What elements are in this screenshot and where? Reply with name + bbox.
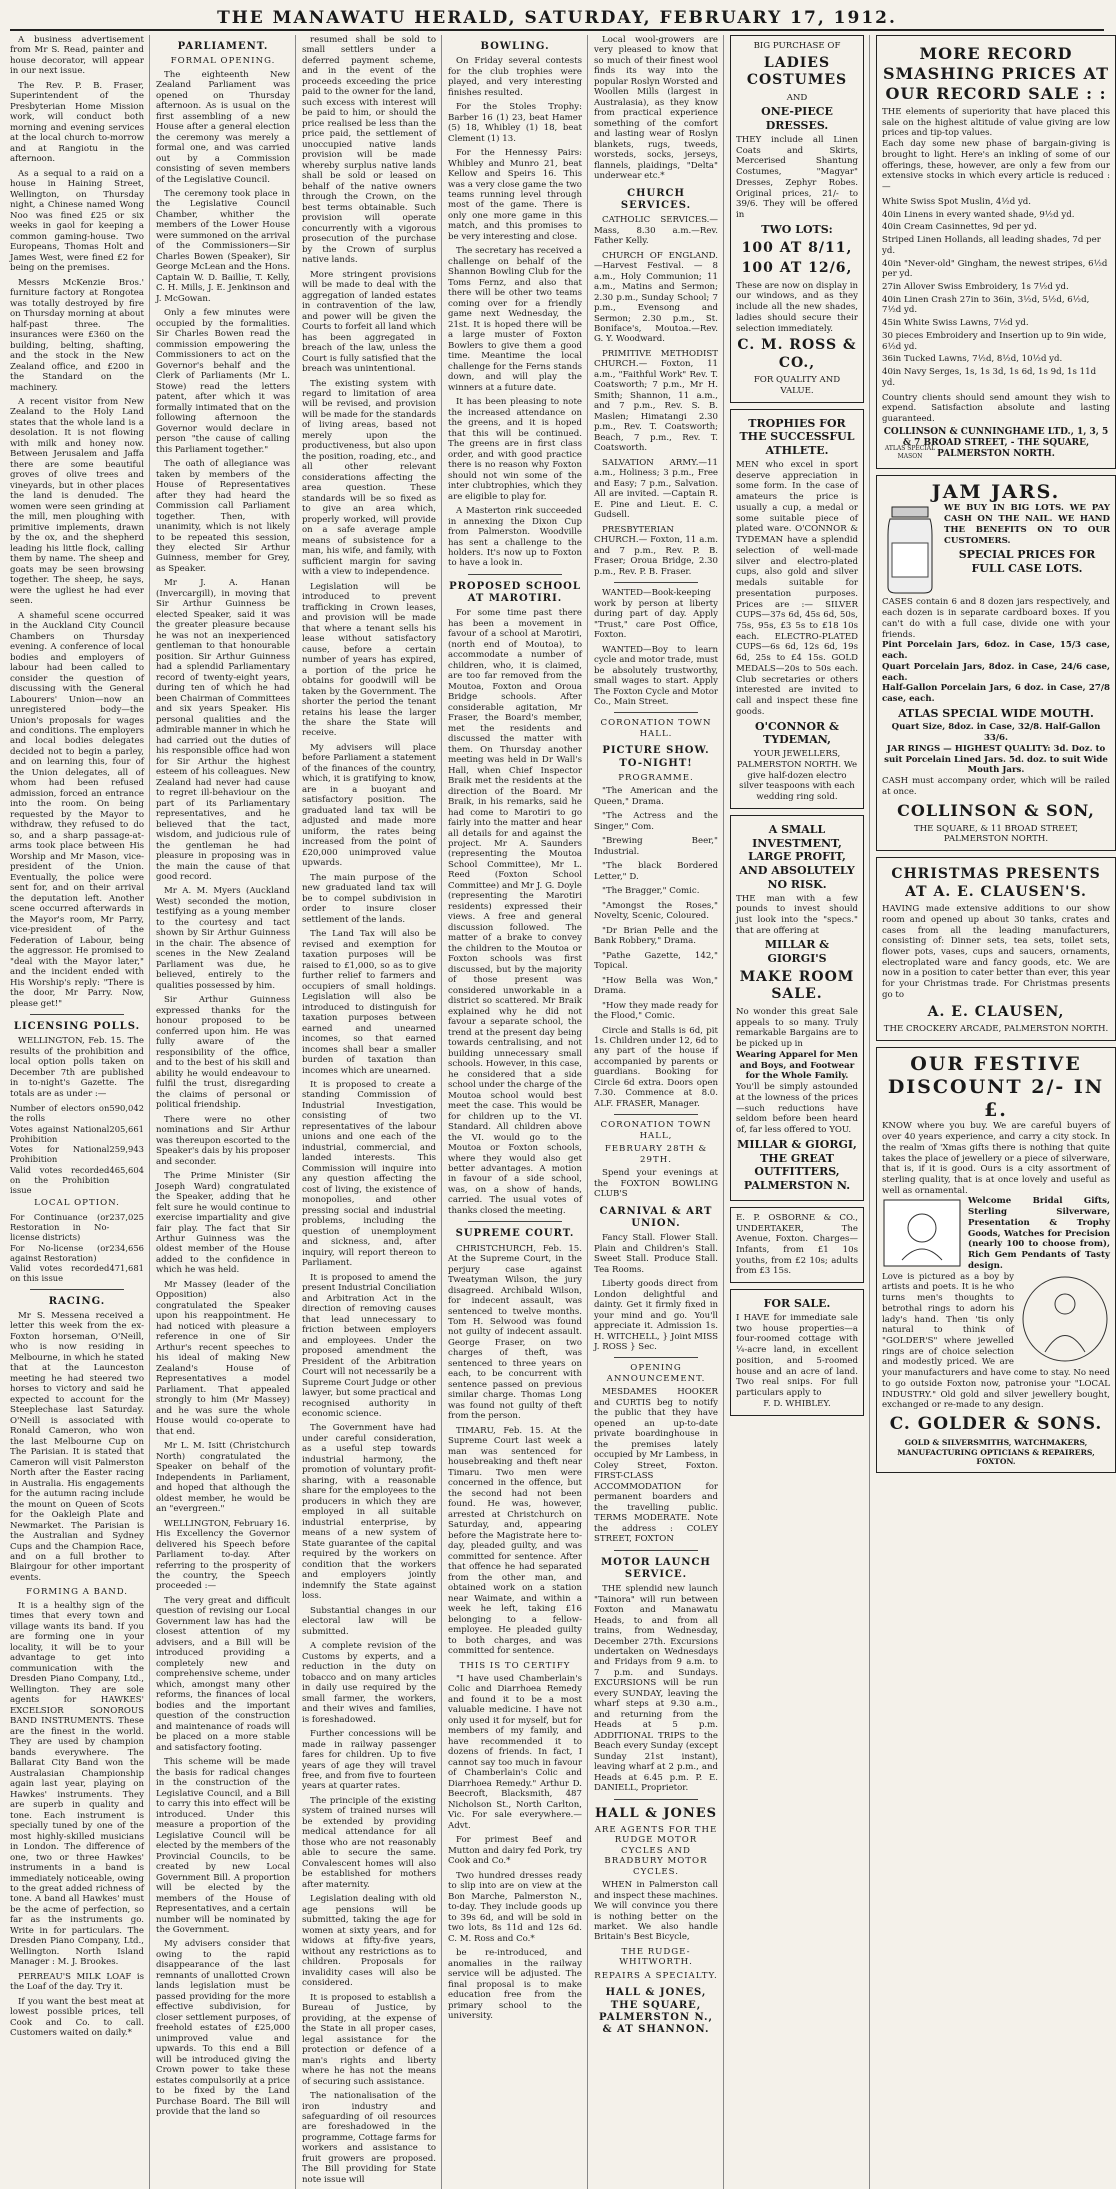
paragraph: It is proposed to establish a Bureau of Justice, by providing, at the expense of the State in all proper cases, legal assistance for the protection or defence of a man's rights and liberty where he has not the means of securing such assistance. <box>302 1992 436 2087</box>
list-item: Striped Linen Hollands, all leading shades, 7d per yd. <box>882 235 1101 256</box>
paragraph: Liberty goods direct from London delightful and dainty. Get it firmly fixed in your mind and go. You'll appreciate it. Admission 1s. H. WITCHELL, } Joint MISS J. ROSS } Sec. <box>594 1279 718 1352</box>
list-item: White Swiss Spot Muslin, 4½d yd. <box>882 196 1032 207</box>
list-item: 40in Linens in every wanted shade, 9½d yd. <box>882 209 1075 220</box>
paragraph: Mr J. A. Hanan (Invercargill), in moving that Sir Arthur Guinness be elected Speaker, said it was the greater pleasure because he was not an inexperienced gentleman to that honourable position. Sir Arthur Guinness had a splendid Parliamentary record of twenty-eight years, during ten of which he had been Chairman of Committees and six years Speaker. His personal qualities and the admirable manner in which he had carried out the duties of his responsible office had won for Sir Arthur the highest esteem of his colleagues. New Zealand had never had cause to regret ill-behaviour on the part of its Parliamentary representatives, and he believed that the tact, wisdom, and judicious rule of the gentleman he had pleasure in proposing was in the main the cause of that good record. <box>156 578 290 882</box>
ross-advertisement <box>730 35 864 403</box>
for-sale-advertisement <box>730 1289 864 1415</box>
ad-line: TWO LOTS: <box>761 222 833 236</box>
table-cell: 465,604 <box>109 1164 144 1175</box>
paragraph: It has been pleasing to note the increased attendance on the greens, and it is hoped that this will be continued. The greens are in first class order, and with good practice there is no reason why Foxton should not win some of the inter clubtrophies, which they are eligible to play for. <box>448 397 582 502</box>
section-heading: HALL & JONES, THE SQUARE, PALMERSTON N., & AT SHANNON. <box>598 1987 714 2035</box>
sub-heading: THIS IS TO CERTIFY <box>459 1660 571 1671</box>
results-table <box>10 1212 144 1284</box>
list-item: 30 pieces Embroidery and Insertion up to 9in wide, 6½d yd. <box>882 330 1107 352</box>
paragraph: For primest Beef and Mutton and dairy fed Pork, try Cook and Co.* <box>448 1835 582 1867</box>
divider <box>614 1114 698 1115</box>
ad-line: Wearing Apparel for Men and Boys, and Footwear for the Whole Family. <box>736 1049 858 1082</box>
paragraph: The oath of allegiance was taken by members of the House of Representatives after they had heard the Commission call Parliament together. Then, with unanimity, which is not likely to be repeated this session, they elected Sir Arthur Guinness, member for Grey, as Speaker. <box>156 459 290 574</box>
list-item: "Brewing Beer," Industrial. <box>594 836 718 857</box>
list-item: 40in Cream Casinnettes, 9d per yd. <box>882 222 1037 233</box>
table-row <box>10 1243 144 1264</box>
list-item: 27in Allover Swiss Embroidery, 1s 7½d yd. <box>882 282 1069 293</box>
classified-ad: WANTED—Boy to learn cycle and motor trade, must be absolutely trustworthy, small wages to start. Apply The Foxton Cycle and Motor Co., Main Street. <box>594 644 718 707</box>
sub-heading: CORONATION TOWN HALL. <box>600 718 712 739</box>
ad-signature: C. GOLDER & SONS. <box>889 1414 1103 1435</box>
paragraph: For some time past there has been a movement in favour of a school at Marotiri, (north end of Moutoa), to accommodate a number of children, who, it is claimed, are too far removed from the Moutoa, Foxton and Oroua Bridge schools. After considerable agitation, Mr Fraser, the Board's member, met the residents and discussed the matter with them. On Thursday another meeting was held in Dr Wall's Hall, when Chief Inspector Braik met the residents at the direction of the Board. Mr Braik, in his remarks, said he had come to Marotiri to go fairly into the matter and hear all details for and against the project. Mr A. Saunders (representing the Moutoa School Committee), Mr L. Reed (Foxton School Committee) and Mr J. G. Doyle (representing the Marotiri residents) expressed their views. A free and general discussion followed. The matter of a brake to convey the children to the Moutoa or Foxton schools was first discussed, but by the majority of those present was considered unworkable in a district so scattered. Mr Braik explained why he did not favour a separate school, the trend at the present day being towards centralising, and not building unnecessary small schools. However, in this case, he considered that a side school under the charge of the Moutoa school would best meet the case. This would be for children up to the VI. Standard. All children above the VI. would go to the Moutoa or Foxton schools, where they would also get better advantages. A motion in favour of a side school, was, on a show of hands, carried. The usual votes of thanks closed the meeting. <box>448 608 582 1216</box>
ad-line: BIG PURCHASE OF <box>753 41 841 51</box>
table-cell: 471,681 <box>109 1263 144 1274</box>
ad-subtitle: SPECIAL PRICES FOR FULL CASE LOTS. <box>958 548 1096 576</box>
paragraph: A complete revision of the Customs by experts, and a reduction in the duty on tobacco and on many articles in daily use required by the small farmer, the workers, and their wives and families, is foreshadowed. <box>302 1641 436 1725</box>
sub-heading: FORMING A BAND. <box>25 1587 129 1598</box>
sub-heading: FEBRUARY 28TH & 29TH. <box>604 1144 708 1165</box>
sub-heading: REPAIRS A SPECIALTY. <box>594 1970 718 1981</box>
table-cell: Votes for National Prohibition <box>10 1144 110 1165</box>
paragraph: SALVATION ARMY.—11 a.m., Holiness; 3 p.m., Free and Easy; 7 p.m., Salvation. All are invited. —Captain R. E. Pine and Lieut. E. C. Gudsell. <box>594 457 718 521</box>
list-item: "The American and the Queen," Drama. <box>594 786 718 807</box>
section-heading: BOWLING. <box>480 41 550 52</box>
paragraph: The Rev. P. B. Fraser, Superintendent of the Presbyterian Home Mission work, will conduct both morning and evening services at the local church to-morrow and at Rangiotu in the afternoon. <box>10 80 144 165</box>
sub-heading: FORMAL OPENING. <box>170 56 276 67</box>
ad-price: 100 AT 8/11, <box>741 239 853 256</box>
ad-line: FOR QUALITY AND VALUE. <box>753 375 841 396</box>
paragraph: Only a few minutes were occupied by the formalities. Sir Charles Bowen read the commission empowering the Commissioners to act on the Governor's behalf and the Clerk of Parliaments (Mr L. Stowe) read the letters patent, after which it was formally intimated that on the following afternoon the Governor would declare in person "the cause of calling this Parliament together." <box>156 308 290 455</box>
paragraph: Legislation will be introduced to prevent trafficking in Crown leases, and provision will be made that where a tenant sells his lease without satisfactory cause, before a certain number of years has expired, a portion of the price he obtains for goodwill will be taken by the Government. The shorter the period the tenant retains his lease the larger the share the State will receive. <box>302 581 436 739</box>
ad-signature: COLLINSON & CUNNINGHAME LTD., 1, 3, 5 & 7 BROAD STREET, - THE SQUARE, PALMERSTON NORTH. <box>883 426 1109 460</box>
paragraph: Mr A. M. Myers (Auckland West) seconded the motion, testifying as a young member to the courtesy and tact shown by Sir Arthur Guinness in the chair. The absence of scenes in the New Zealand Parliament was due, he believed, entirely to the qualities possessed by him. <box>156 886 290 991</box>
ad-title: MORE RECORD SMASHING PRICES AT OUR RECORD SALE : : <box>882 44 1109 103</box>
paragraph: THE splendid new launch "Tainora" will run between Foxton and Manawatu Heads, to and from all trains, from Wednesday, December 27th. Excursions undertaken on Wednesdays and Fridays from 9 a.m. to 7 p.m. and Sundays. EXCURSIONS will be run every SUNDAY, leaving the wharf steps at 9.30 a.m., and returning from the Heads at 5 p.m. ADDITIONAL TRIPS to the Beach every Sunday (except Sunday 21st instant), leaving wharf at 2 p.m., and Heads at 6.45 p.m. P. E. DANIELL, Proprietor. <box>594 1584 718 1794</box>
list-item: "The Bragger," Comic. <box>602 886 700 897</box>
paragraph: The principle of the existing system of trained nurses will be extended by providing medical attendance for all those who are not reasonably able to secure the same. Convalescent homes will also be established for mothers after maternity. <box>302 1795 436 1890</box>
ad-line: YOUR JEWELLERS, PALMERSTON NORTH. We give half-dozen electro silver teaspoons with each wedding ring sold. <box>736 749 858 803</box>
section-heading: PROPOSED SCHOOL AT MAROTIRI. <box>449 580 581 605</box>
jam-jars-advertisement <box>876 445 1116 852</box>
table-row <box>10 1124 144 1145</box>
table-row <box>10 1212 144 1243</box>
paragraph: The main purpose of the new graduated land tax will be to compel subdivision in order to insure closer settlement of the lands. <box>302 872 436 925</box>
paragraph: WELLINGTON, Feb. 15. The results of the prohibition and local option polls taken on December 7th are published in to-night's Gazette. The totals are as under :— <box>10 1036 144 1099</box>
list-item: "The Actress and the Singer," Com. <box>594 811 718 832</box>
sub-heading: ARE AGENTS FOR THE RUDGE MOTOR CYCLES AND BRADBURY MOTOR CYCLES. <box>594 1824 718 1877</box>
table-cell: 590,042 <box>109 1103 144 1114</box>
price-list <box>882 197 1110 389</box>
millar-giorgi-advertisement <box>730 815 864 1201</box>
paragraph: resumed shall be sold to small settlers under a deferred payment scheme, and in the event of the proceeds exceeding the price paid to the owner for the land, such excess with interest will be paid to him, or should the price realised be less than the price paid, the settlement of unoccupied native lands provision will be made whereby surplus native lands shall be sold or leased on behalf of the native owners through the Crown, on the best terms obtainable. Such provision will operate concurrently with a vigorous prosecution of the purchase by the Crown of surplus native lands. <box>302 35 436 266</box>
paragraph: Mr Massey (leader of the Opposition) also congratulated the Speaker upon his reappointment. He had noticed with pleasure a reference in one of Sir Arthur's recent speeches to his ideal of making New Zealand's House of Representatives a model Parliament. That appealed strongly to him (Mr Massey) and he was sure the whole House would co-operate to that end. <box>156 1279 290 1437</box>
table-cell: 234,656 <box>109 1242 144 1253</box>
table-cell: Valid votes recorded on this issue <box>10 1263 110 1284</box>
ad-body: THEY include all Linen Coats and Skirts, Mercerised Shantung Costumes, "Magyar" Dresses, Zephyr Robes. Original prices, 21/- to 39/6. They will be offered in <box>736 134 858 221</box>
paragraph: My advisers consider that owing to the rapid disappearance of the last remnants of unallotted Crown lands legislation must be passed providing for the more effective subdivision, for closer settlement purposes, of freehold estates of £25,000 unimproved value and upwards. To this end a Bill will be introduced giving the Crown power to take these estates compulsorily at a price to be fixed by the Land Purchase Board. The Bill will provide that the land so <box>156 1939 290 2118</box>
paragraph: As a sequal to a raid on a house in Haining Street, Wellington, on Thursday night, a Chinese named Wong Noo was fined £25 or six weeks in gaol for keeping a common gaming-house. Two Europeans, Thomas Holt and James West, were fined £2 for being on the premises. <box>10 168 144 274</box>
ad-body: Each day some new phase of bargain-giving is brought to light. Here's an inkling of some of our offerings, these, however, are only a few from our extensive stocks in which every article is reduced :— <box>882 139 1110 193</box>
ad-signature: MILLAR & GIORGI, THE GREAT OUTFITTERS, PALMERSTON N. <box>737 1137 857 1193</box>
ad-body: Welcome Bridal Gifts, Sterling Silverware, Presentation & Trophy Goods, Watches for Precision (nearly 100 to choose from), Rich Gem Pendants of Tasty design. <box>968 1196 1110 1271</box>
divider <box>614 712 698 713</box>
table-row <box>10 1165 144 1196</box>
ad-title: LADIES COSTUMES <box>746 54 848 89</box>
table-row <box>10 1144 144 1165</box>
lady-illustration-icon <box>1020 1274 1110 1364</box>
table-cell: For No-license (or against Restoration) <box>10 1242 110 1263</box>
ad-line: AND <box>786 92 808 103</box>
table-cell: Number of electors on the rolls <box>10 1103 110 1124</box>
paragraph: My advisers will place before Parliament a statement of the finances of the country, which, it is gratifying to know, are in a buoyant and satisfactory position. The graduated land tax will be adjusted and made more uniform, the rates being increased from the point of £20,000 unimproved value upwards. <box>302 742 436 869</box>
divider <box>614 582 698 583</box>
paragraph: CHURCH OF ENGLAND.—Harvest Festival. — 8 a.m., Holy Communion; 11 a.m., Matins and Sermon; 2.30 p.m., Sunday School; 7 p.m., Evensong and Sermon; 2.30 p.m., St. Boniface's, Moutoa.—Rev. G. Y. Woodward. <box>594 250 718 345</box>
ad-price: JAR RINGS — HIGHEST QUALITY: 3d. Doz. to suit Porcelain Lined Jars. 5d. doz. to suit Wide Mouth Jars. <box>884 743 1108 776</box>
section-heading: MOTOR LAUNCH SERVICE. <box>601 1556 711 1580</box>
table-cell: 259,943 <box>109 1144 144 1155</box>
column-2 <box>156 35 296 2189</box>
clausen-advertisement <box>876 857 1116 1041</box>
ad-signature: A. E. CLAUSEN, <box>927 1003 1065 1020</box>
ad-subtitle: ONE-PIECE DRESSES. <box>761 105 833 133</box>
divider <box>614 1357 698 1358</box>
results-table <box>10 1103 144 1195</box>
paragraph: For the Stoles Trophy: Barber 16 (1) 23, beat Hamer (5) 18, Whibley (1) 18, beat Clement (1) 13. <box>448 102 582 144</box>
ad-signature: C. M. ROSS & CO., <box>737 337 857 371</box>
paragraph: For the Hennessy Pairs: Whibley and Munro 21, beat Kellow and Speirs 16. This was a very close game the two teams running level through most of the game. There is only one more game in this match, and this promises to be very interesting and close. <box>448 148 582 242</box>
column-4 <box>448 35 588 2189</box>
table-cell: 237,025 <box>109 1211 144 1222</box>
paragraph: WHEN in Palmerston call and inspect these machines. We will convince you there is nothing better on the market. We also handle Britain's Best Bicycle, <box>594 1880 718 1943</box>
sub-heading: THE RUDGE-WHITWORTH. <box>619 1946 693 1968</box>
paragraph: The Prime Minister (Sir Joseph Ward) congratulated the Speaker, adding that he felt sure he would continue to exercise impartiality and give fair play. The fact that Sir Arthur Guinness was the oldest member of the House added to the confidence in which he was held. <box>156 1171 290 1276</box>
ad-title: OUR FESTIVE DISCOUNT 2/- IN £. <box>887 1052 1105 1121</box>
list-item: "How they made ready for the Flood," Comic. <box>594 1000 718 1022</box>
column-6 <box>730 35 870 2189</box>
paragraph: The eighteenth New Zealand Parliament was opened on Thursday afternoon. As is usual on the first assembling of a new House after a general election the ceremony was merely a formal one, and was carried out by a Commission consisting of seven members of the Legislative Council. <box>156 69 290 185</box>
ad-title: JAM JARS. <box>931 480 1061 503</box>
ad-body: CASH must accompany order, which will be railed at once. <box>882 776 1110 797</box>
ad-price: 100 AT 12/6, <box>741 260 853 277</box>
ad-price: Quart Size, 8doz. in Case, 32/8. Half-Gallon 33/6. <box>891 722 1101 744</box>
ad-signature: O'CONNOR & TYDEMAN, <box>755 719 839 747</box>
column-7 <box>876 35 1116 2189</box>
paragraph: The nationalisation of the iron industry and safeguarding of oil resources are foreshadowed in the programme, Cottage farms for workers and assistance to fruit growers are proposed. The Bill providing for State note issue will <box>302 2091 436 2185</box>
paragraph: PERREAU'S MILK LOAF is the Loaf of the day. Try it. <box>10 1971 144 1993</box>
paragraph: More stringent provisions will be made to deal with the aggregation of landed estates in contravention of the law, and power will be given the Courts to forfeit all land which has been aggregated in breach of the law, unless the Court is fully satisfied that the breach was unintentional. <box>302 269 436 375</box>
trophy-advertisement <box>730 409 864 809</box>
paragraph: On Friday several contests for the club trophies were played, and very interesting finishes resulted. <box>448 56 582 98</box>
paragraph: The ceremony took place in the Legislative Council Chamber, whither the members of the Lower House were summoned on the arrival of the Commissioners—Sir Charles Bowen (Speaker), Sir George McLean and the Hons. Captain W. D. Baillie, T. Kelly, C. H. Mills, J. E. Jenkinson and J. McGowan. <box>156 189 290 304</box>
ad-title: TROPHIES FOR THE SUCCESSFUL ATHLETE. <box>739 416 855 458</box>
ad-signature: F. D. WHIBLEY. <box>763 1398 831 1409</box>
list-item: "Pathe Gazette, 142," Topical. <box>594 950 718 972</box>
table-cell: 205,661 <box>109 1123 144 1134</box>
divider <box>468 574 562 575</box>
list-item: 45in White Swiss Lawns, 7½d yd. <box>882 318 1029 329</box>
paragraph: CHRISTCHURCH, Feb. 15. At the Supreme Court, in the perjury case against Tweatyman Wilson, the jury disagreed. Archibald Wilson, for indecent assault, was sentenced to twelve months. Tom H. Selwood was found not guilty of indecent assault. George Fraser, on two charges of theft, was sentenced to three years on each, to be concurrent with sentence passed on previous similar charge. Thomas Long was found not guilty of theft from the person. <box>448 1243 582 1422</box>
paragraph: Mr S. Messena received a letter this week from the ex-Foxton horseman, O'Neill, who is now residing in Melbourne, in which he stated that at the Launceston meeting he had steered two horses to victory and said he expected to account for the Steeplechase last Saturday. O'Neill is associated with Ronald Cameron, who won the last Melbourne Cup on The Parisian. It is stated that Cameron will visit Palmerston North after the Easter racing in Australia. His engagements for the autumn racing include the mount on Queen of Scots for the Oakleigh Plate and Newmarket. The Parisian is the Australian and Sydney Cups and the Champion Race, and on a full brother to Blairgour for other important events. <box>10 1310 144 1583</box>
ad-signature: COLLINSON & SON, <box>897 800 1095 820</box>
table-cell: Votes against National Prohibition <box>10 1123 110 1144</box>
sub-heading: OPENING ANNOUNCEMENT. <box>606 1363 706 1384</box>
paragraph: The Government have had under careful consideration, as a useful step towards industrial harmony, the promotion of voluntary profit-sharing, with a reasonable share for the employees to the producers in which they are employed in all suitable industrial enterprise, by means of a new system of State guarantee of the capital required by the workers on condition that the workers and employers jointly indemnify the State against loss. <box>302 1423 436 1602</box>
ad-body: WE BUY IN BIG LOTS. WE PAY CASH ON THE NAIL. WE HAND THE BENEFITS ON TO OUR CUSTOMERS. <box>944 503 1110 546</box>
paragraph: Circle and Stalls is 6d, pit 1s. Children under 12, 6d to any part of the house if accompanied by parents or guardians. Booking for Circle 6d extra. Doors open 7.30. Commence at 8.0. ALF. FRASER, Manager. <box>594 1025 718 1109</box>
section-heading: RACING. <box>48 1295 106 1307</box>
paragraph: The secretary has received a challenge on behalf of the Shannon Bowling Club for the Toms Fernz, and also that there will be other two teams coming over for a friendly game next Wednesday, the 21st. It is hoped there will be a large muster of Foxton Bowlers to give them a good time. Meantime the local challenge for the Ferns stands down, and will play the winners at a future date. <box>448 246 582 393</box>
divider <box>614 1799 698 1800</box>
ad-subtitle: ATLAS SPECIAL WIDE MOUTH. <box>898 706 1094 720</box>
jar-icon <box>882 505 938 595</box>
ad-price: Quart Porcelain Jars, 8doz. in Case, 24/6 case, each. <box>882 661 1110 683</box>
paragraph: Substantial changes in our electoral law will be submitted. <box>302 1605 436 1637</box>
paragraph: A shameful scene occurred in the Auckland City Council Chambers on Thursday evening. A conference of local bodies and employers of labour had been called to consider the question of discussing with the General Labourers' Union—now an unregistered body—the Union's proposals for wages and conditions. The employers and local bodies delegates decided not to begin a parley, and on learning this, four of the Union delegates, all of whom had been refused admission, forced an entrance into the room. On being requested by the Mayor to withdraw, they refused to do so, and a sharp passage-at-arms took place between His Worship and Mr Mason, vice-president of the Union. Eventually, the police were sent for, and on their arrival the deputation left. Another scene occurred afterwards in the Mayor's room, Mr Parry, vice-president of the Federation of Labour, being the aggressor. He promised to "deal with the Mayor later," and the incident ended with His Worship's reply: "There is the door, Mr Parry. Now, please get!" <box>10 610 144 1009</box>
ad-title: CHRISTMAS PRESENTS AT A. E. CLAUSEN'S. <box>891 866 1101 900</box>
column-3 <box>302 35 442 2189</box>
paragraph: Legislation dealing with old age pensions will be submitted, taking the age for women at sixty years, and for widows at fifty-five years, without any restrictions as to children. Proposals for invalidity cases will also be considered. <box>302 1894 436 1989</box>
section-heading: HALL & JONES <box>594 1805 718 1821</box>
list-item: 40in Navy Serges, 1s, 1s 3d, 1s 6d, 1s 9d, 1s 11d yd. <box>882 367 1097 388</box>
paragraph: A business advertisement from Mr S. Read, painter and house decorator, will appear in our next issue. <box>10 35 144 77</box>
golder-advertisement <box>876 1047 1116 1473</box>
paragraph: MESDAMES HOOKER and CURTIS beg to notify the public that they have opened an up-to-date private boardinghouse in the premises lately occupied by Mr Lambess, in Coley Street, Foxton. FIRST-CLASS ACCOMMODATION for permanent boarders and the travelling public. TERMS MODERATE. Note the address : COLEY STREET, FOXTON <box>594 1387 718 1545</box>
table-row <box>10 1103 144 1124</box>
paragraph: The very great and difficult question of revising our Local Government law has had the closest attention of my advisers, and a Bill will be introduced providing a completely new and comprehensive scheme, under which, amongst many other reforms, the finances of local bodies and the important question of the construction and maintenance of roads will be placed on a more stable and satisfactory footing. <box>156 1595 290 1753</box>
ad-price: Half-Gallon Porcelain Jars, 6 doz. in Case, 27/8 case, each. <box>882 683 1110 704</box>
list-item: "How Bella was Won," Drama. <box>594 975 718 997</box>
ad-body: Country clients should send amount they wish to expend. Satisfaction absolute and lasting guaranteed. <box>882 392 1110 425</box>
jar-label: ATLAS SPECIAL MASON <box>884 445 936 460</box>
paragraph: It is a healthy sign of the times that every town and village wants its band. If you are forming one in your locality, it will be to your advantage to get into communication with the Dresden Piano Company, Ltd., Wellington. They are sole agents for HAWKES' EXCELSIOR SONOROUS BAND INSTRUMENTS. These are the finest in the world. They are used by champion bands everywhere. The Ballarat City Band won the Australasian Championship again last year, playing on Hawkes' instruments. They are superb in quality and tone. Each instrument is specially tuned by one of the most highly-skilled musicians in London. The difference of one, two or three Hawkes' instruments in a band is immediately noticeable, owing to the great added richness of tone. A band all Hawkes' must be the acme of perfection, so far as the instruments go. Write in for particulars. The Dresden Piano Company, Ltd., Wellington. North Island Manager : M. J. Brookes. <box>10 1600 144 1968</box>
paragraph: CATHOLIC SERVICES.—Mass, 8.30 a.m.—Rev. Father Kelly. <box>594 215 718 247</box>
paragraph: Spend your evenings at the FOXTON BOWLING CLUB'S <box>594 1168 718 1200</box>
section-heading: SUPREME COURT. <box>455 1228 575 1240</box>
paragraph: PRESBYTERIAN CHURCH.— Foxton, 11 a.m. and 7 p.m., Rev. P. B. Fraser; Oroua Bridge, 2.30 p.m., Rev. P. B. Fraser. <box>594 524 718 577</box>
ad-body: KNOW where you buy. We are careful buyers of over 40 years experience, and carry a city stock. In the realm of 'Xmas gifts there is nothing that quite takes the place of jewellery or a piece of silverware, that is, if it is good. Ours is a city assortment of sterling quality, that is at once lovely and useful as well as ornamental. <box>882 1121 1110 1196</box>
ad-title: MAKE ROOM SALE. <box>739 968 855 1003</box>
paragraph: It is proposed to create a standing Commission of Industrial Investigation, consisting of two representatives of the labour unions and one each of the industrial, commercial, and landed interests. This Commission will inquire into any question affecting the cost of living, the existence of monopolies, and other pressing social and industrial problems, including the question of unemployment and sickness, and, after inquiry, will report thereon to Parliament. <box>302 1079 436 1269</box>
paragraph: The existing system with regard to limitation of area will be revised, and provision will be made for the standards of living areas, based not merely upon the productiveness, but also upon the position, roading, etc., and all other relevant considerations affecting the area question. These standards will be so fixed as to give an area which, properly worked, will provide on a safe average ample means of subsistence for a man, his wife, and family, with sufficient margin for saving with a view to independence. <box>302 378 436 578</box>
ad-title: A SMALL INVESTMENT, LARGE PROFIT, AND ABSOLUTELY NO RISK. <box>739 822 855 891</box>
paragraph: "I have used Chamberlain's Colic and Diarrhoea Remedy and found it to be a most valuable medicine. I have not only used it for myself, but for members of my family, and have recommended it to dozens of friends. In fact, I cannot say too much in favour of Chamberlain's Colic and Diarrhoea Remedy." Arthur D. Beecroft, Blacksmith, 487 Nicholson St., North Carlton, Vic. For sale everywhere.—Advt. <box>448 1673 582 1831</box>
list-item: 36in Tucked Lawns, 7½d, 8½d, 10½d yd. <box>882 354 1063 365</box>
paragraph: be re-introduced, and anomalies in the railway service will be adjusted. The final proposal is to make education free from the primary school to the university. <box>448 1948 582 2021</box>
section-heading: PARLIAMENT. <box>177 41 269 52</box>
ad-line: GOLD & SILVERSMITHS, WATCHMAKERS, MANUFACTURING OPTICIANS & REPAIRERS, FOXTON. <box>897 1438 1095 1467</box>
paragraph: PRIMITIVE METHODIST CHURCH.— Foxton, 11 a.m., "Faithful Work" Rev. T. Coatsworth; 7 p.m., Mr H. Smith; Shannon, 11 a.m., and 7 p.m., Rev. S. B. Maslen; Himatangi 2.30 p.m., Rev. T. Coatsworth; Beach, 7 p.m., Rev. T. Coatsworth. <box>594 348 718 454</box>
record-sale-advertisement <box>876 35 1116 469</box>
ad-body: I HAVE for immediate sale two house properties—a four-roomed cottage with ¼-acre land, in excellent position, and 5-roomed house and an acre of land. Two real snips. For full particulars apply to <box>736 1312 858 1399</box>
ad-body: You'll be simply astounded at the lowness of the prices—such reductions have seldom before been heard of, far less offered to YOU. <box>736 1082 858 1136</box>
ad-body: THE elements of superiority that have placed this sale on the highest altitude of value giving are low prices and tip-top values. <box>882 107 1110 139</box>
classified-ad: WANTED—Book-keeping work by person at liberty during part of day. Apply "Trust," care Post Office, Foxton. <box>594 588 718 641</box>
paragraph: Local wool-growers are very pleased to know that so much of their finest wool finds its way into the popular Roslyn Worsted and Woollen Mills (largest in Australasia), as they know from practical experience something of the comfort and lasting wear of Roslyn blankets, rugs, tweeds, worsteds, socks, jerseys, flannels, plaidings, "Delta" underwear etc.* <box>594 35 718 182</box>
divider <box>614 1550 698 1551</box>
paragraph: It is proposed to amend the present Industrial Conciliation and Arbitration Act in the direction of removing causes that lead unnecessary to friction between employers and employees. Under the proposed amendment the President of the Arbitration Court will not necessarily be a Supreme Court Judge or other lawyer, but some practical and recognised authority in economic science. <box>302 1272 436 1419</box>
paragraph: Messrs McKenzie Bros.' furniture factory at Rongotea was totally destroyed by fire on Thursday morning at about half-past three. The insurances were £360 on the building, belting, shafting, and the stock in the New Zealand office, and £200 in the Standard on the machinery. <box>10 277 144 393</box>
list-item: "Dr Brian Pelle and the Bank Robbery," Drama. <box>594 925 718 947</box>
list-item: "The black Bordered Letter," D. <box>594 861 718 882</box>
paragraph: A Masterton rink succeeded in annexing the Dixon Cup from Palmerston. Woodville has sent a challenge to the holders. It's now up to Foxton to have a look in. <box>448 506 582 569</box>
paragraph: There were no other nominations and Sir Arthur was thereupon escorted to the Speaker's dais by his proposer and seconder. <box>156 1114 290 1167</box>
ad-body: HAVING made extensive additions to our show room and opened up about 30 tanks, crates and cases from all the leading manufacturers, consisting of: Dinner sets, tea sets, toilet sets, flower pots, vases, cups and saucers, ornaments, electroplated ware and fancy goods, etc. We are now in a position to cater better than ever, this year for your Christmas trade. For Christmas presents go to <box>882 904 1110 1000</box>
divider <box>30 1014 124 1015</box>
columns <box>10 35 1110 2185</box>
paragraph: TIMARU, Feb. 15. At the Supreme Court last week a man was sentenced for housebreaking and theft near Timaru. Two men were concerned in the offence, but the second had not been found. He was, however, arrested at Christchurch on Saturday, and, appearing before the Magistrate here to-day, pleaded guilty, and was committed for sentence. After that offence he had separated from the other man, and obtained work on a station near Waimate, and within a week he left, taking £16 belonging to a fellow-employee. He pleaded guilty to both charges, and was committed for sentence. <box>448 1425 582 1657</box>
table-cell: For Continuance (or Restoration in No-license districts) <box>10 1211 110 1243</box>
osborne-advertisement <box>730 1207 864 1283</box>
ad-body: E. P. OSBORNE & CO., UNDERTAKER, The Avenue, Foxton. Charges—Infants, from £1 10s youths, from £2 10s; adults from £3 15s. <box>736 1212 858 1277</box>
ad-line: THE CROCKERY ARCADE, PALMERSTON NORTH. <box>883 1024 1109 1035</box>
list-item: "Amongst the Roses," Novelty, Scenic, Coloured. <box>594 900 718 922</box>
ad-body: CASES contain 6 and 8 dozen jars respectively, and each dozen is in separate cardboard boxes. If you can't do with a full case, divide one with your friends. <box>882 597 1110 640</box>
ad-body: MEN who excel in sport deserve appreciation in some form. In the case of amateurs the price is usually a cup, a medal or some suitable piece of plated ware. O'CONNOR & TYDEMAN have a splendid selection of well-made silver and electro-plated cups, also gold and silver medals suitable for presentation purposes. Prices are :— SILVER CUPS—37s 6d, 45s 6d, 50s, 75s, 95s, £3 5s to £18 10s each. ELECTRO-PLATED CUPS—6s 6d, 12s 6d, 19s 6d, 25s to £4 15s. GOLD MEDALS—20s to 50s each. Club secretaries or others interested are invited to call and inspect these fine goods. <box>736 459 858 717</box>
column-1 <box>10 35 150 2189</box>
gift-illustration-icon <box>882 1198 962 1268</box>
ad-body: THE man with a few pounds to invest should just look into the "specs." that are offering at <box>736 893 858 936</box>
ad-line: THE SQUARE, & 11 BROAD STREET, PALMERSTON NORTH. <box>913 823 1079 845</box>
paragraph: The Land Tax will also be revised and exemption for taxation purposes will be raised to £1,000, so as to give further relief to farmers and occupiers of small holdings. Legislation will also be introduced to distinguish for taxation purposes between earned and unearned incomes, so that earned incomes shall bear a smaller burden of taxation than incomes which are unearned. <box>302 929 436 1076</box>
divider <box>468 1221 562 1222</box>
paragraph: Fancy Stall. Flower Stall. Plain and Children's Stall. Sweet Stall. Produce Stall. Tea Rooms. <box>594 1233 718 1275</box>
ad-body: No wonder this great Sale appeals to so many. Truly remarkable Bargains are to be picked up in <box>736 1006 858 1050</box>
ad-body: These are now on display in our windows, and as they include all the new shades, ladies should secure their selection immediately. <box>736 280 858 334</box>
table-cell: Valid votes recorded on the Prohibition issue <box>10 1164 110 1196</box>
ad-price: Pint Porcelain Jars, 6doz. in Case, 15/3 case, each. <box>882 640 1110 662</box>
section-heading: CHURCH SERVICES. <box>620 187 692 211</box>
table-row <box>10 1263 144 1284</box>
paragraph: Mr L. M. Isitt (Christchurch North) congratulated the Speaker on behalf of the Independents in Parliament, and hoped that although the oldest member, he would be an "evergreen." <box>156 1441 290 1515</box>
section-heading: PICTURE SHOW. TO-NIGHT! <box>602 745 710 769</box>
paragraph: Further concessions will be made in railway passenger fares for children. Up to five years of age they will travel free, and from five to fourteen years at quarter rates. <box>302 1729 436 1792</box>
ad-line: MILLAR & GIORGI'S <box>764 938 830 966</box>
paragraph: Two hundred dresses ready to slip into are on view at the Bon Marche, Palmerston N., to-day. They include goods up to 39s 6d, and will be sold in two lots, 8s 11d and 12s 6d. C. M. Ross and Co.* <box>448 1870 582 1944</box>
ad-body: Love is pictured as a boy by artists and poets. It is he who turns men's thoughts to betrothal rings to adorn his lady's hand. Then 'tis only natural to think of "GOLDER'S" where jewelled rings are of choice selection and modestly priced. We are your manufacturers and have come to stay. No need to go outside Foxton now, patronise your "LOCAL INDUSTRY." Old gold and silver jewellery bought, exchanged or re-made to any design. <box>882 1271 1110 1411</box>
column-5 <box>594 35 724 2189</box>
masthead: THE MANAWATU HERALD, SATURDAY, FEBRUARY 17, 1912. <box>10 6 1104 31</box>
section-heading: LICENSING POLLS. <box>13 1021 141 1033</box>
paragraph: WELLINGTON, February 16. His Excellency the Governor delivered his Speech before Parliament to-day. After referring to the prosperity of the country, the Speech proceeded :— <box>156 1518 290 1592</box>
paragraph: Sir Arthur Guinness expressed thanks for the honour proposed to be conferred upon him. He was fully aware of the responsibility of the office, and to the best of his skill and ability he would endeavour to fulfil the trust, disregarding the claims of personal or political friendship. <box>156 995 290 1111</box>
paragraph: A recent visitor from New Zealand to the Holy Land states that the whole land is a desolation. It is not flowing with milk and honey now. Between Jerusalem and Jaffa there are some beautiful groves of olive trees and vineyards, but in other places the land is denuded. The women were seen grinding at the mill, men ploughing with primitive implements, drawn by the ox, and the shepherd leading his little flock, calling them by name. The sheep and goats may be seen browsing together. The sheep, he says, were the ugliest he had ever seen. <box>10 396 144 607</box>
sub-heading: CORONATION TOWN HALL, <box>600 1120 712 1141</box>
list-item: 40in "Never-old" Gingham, the newest stripes, 6½d per yd. <box>882 258 1108 280</box>
sub-heading: PROGRAMME. <box>618 772 694 783</box>
paragraph: If you want the best meat at lowest possible prices, tell Cook and Co. to call. Customers waited on daily.* <box>10 1996 144 2039</box>
list-item: 40in Linen Crash 27in to 36in, 3½d, 5½d, 6½d, 7½d yd. <box>882 294 1090 316</box>
section-heading: CARNIVAL & ART UNION. <box>599 1205 713 1229</box>
paragraph: This scheme will be made the basis for radical changes in the construction of the Legislative Council, and a Bill to carry this into effect will be introduced. Under this measure a proportion of the Legislative Council will be elected by the members of the Provincial Councils, to be created by new Local Government Bill. A proportion will be elected by the members of the House of Representatives, and a certain number will be nominated by the Government. <box>156 1757 290 1935</box>
sub-heading: LOCAL OPTION. <box>34 1198 120 1209</box>
ad-title: FOR SALE. <box>763 1297 831 1311</box>
divider <box>30 1289 124 1290</box>
